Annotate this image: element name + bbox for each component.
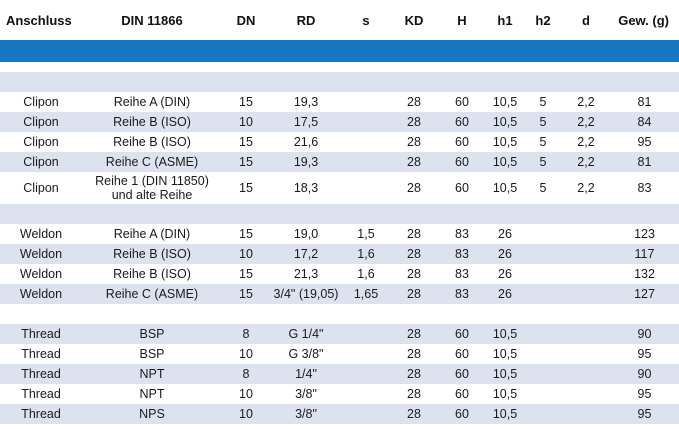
- cell-h1: 10,5: [486, 112, 524, 132]
- cell-h: 83: [438, 264, 486, 284]
- table-row: [0, 284, 679, 304]
- cell-h2: 5: [524, 112, 562, 132]
- cell-h2: [524, 324, 562, 344]
- group-separator-clipon: [0, 72, 679, 92]
- cell-gew: 95: [610, 344, 679, 364]
- table-row: [0, 384, 679, 404]
- cell-h2: [524, 244, 562, 264]
- cell-gew: 123: [610, 224, 679, 244]
- cell-d: [562, 384, 610, 404]
- cell-h1: 10,5: [486, 152, 524, 172]
- cell-h: 60: [438, 92, 486, 112]
- cell-din-line1: Reihe 1 (DIN 11850): [95, 173, 209, 188]
- cell-din: Reihe B (ISO): [82, 264, 222, 284]
- cell-rd: 19,3: [270, 92, 342, 112]
- cell-h1: 10,5: [486, 364, 524, 384]
- cell-h1: 10,5: [486, 384, 524, 404]
- cell-gew: 95: [610, 384, 679, 404]
- cell-s: [342, 384, 390, 404]
- cell-h2: [524, 404, 562, 424]
- cell-din: Reihe C (ASME): [82, 284, 222, 304]
- cell-h2: [524, 384, 562, 404]
- cell-gew: 81: [610, 92, 679, 112]
- table-row: [0, 404, 679, 424]
- cell-d: 2,2: [562, 92, 610, 112]
- cell-h1: 26: [486, 264, 524, 284]
- cell-anschluss: Clipon: [0, 152, 82, 172]
- cell-kd: 28: [390, 364, 438, 384]
- cell-h: 60: [438, 344, 486, 364]
- table-row: [0, 152, 679, 172]
- cell-h: 83: [438, 244, 486, 264]
- cell-d: 2,2: [562, 132, 610, 152]
- cell-s: [342, 112, 390, 132]
- cell-kd: 28: [390, 384, 438, 404]
- cell-rd: 3/4" (19,05): [270, 284, 342, 304]
- cell-din: [82, 172, 222, 204]
- cell-kd: 28: [390, 344, 438, 364]
- table-row: [0, 224, 679, 244]
- cell-d: [562, 404, 610, 424]
- cell-dn: 15: [222, 92, 270, 112]
- cell-d: 2,2: [562, 112, 610, 132]
- cell-h2: [524, 364, 562, 384]
- cell-s: [342, 324, 390, 344]
- cell-din: Reihe A (DIN): [82, 224, 222, 244]
- cell-s: [342, 364, 390, 384]
- header-h1: h1: [486, 0, 524, 40]
- cell-s: [342, 152, 390, 172]
- cell-gew: 117: [610, 244, 679, 264]
- header-h: H: [438, 0, 486, 40]
- cell-h1: 10,5: [486, 92, 524, 112]
- cell-rd: 19,3: [270, 152, 342, 172]
- cell-dn: 15: [222, 264, 270, 284]
- cell-kd: 28: [390, 284, 438, 304]
- cell-gew: 132: [610, 264, 679, 284]
- cell-h: 83: [438, 284, 486, 304]
- table-row: [0, 364, 679, 384]
- cell-din: NPT: [82, 384, 222, 404]
- cell-kd: 28: [390, 112, 438, 132]
- cell-kd: 28: [390, 264, 438, 284]
- cell-din: BSP: [82, 324, 222, 344]
- cell-h1: 10,5: [486, 344, 524, 364]
- cell-gew: 83: [610, 172, 679, 204]
- cell-h2: [524, 224, 562, 244]
- cell-s: [342, 404, 390, 424]
- cell-din: Reihe B (ISO): [82, 132, 222, 152]
- cell-h: 60: [438, 132, 486, 152]
- cell-h: 83: [438, 224, 486, 244]
- group-separator-thread: [0, 304, 679, 324]
- cell-din: Reihe C (ASME): [82, 152, 222, 172]
- cell-anschluss: Clipon: [0, 112, 82, 132]
- header-gew: Gew. (g): [610, 0, 679, 40]
- cell-rd: 18,3: [270, 172, 342, 204]
- cell-h1: 26: [486, 284, 524, 304]
- cell-rd: G 3/8": [270, 344, 342, 364]
- cell-kd: 28: [390, 172, 438, 204]
- cell-gew: 81: [610, 152, 679, 172]
- cell-rd: 19,0: [270, 224, 342, 244]
- cell-d: [562, 364, 610, 384]
- table-row: [0, 92, 679, 112]
- table-row: [0, 264, 679, 284]
- cell-h: 60: [438, 404, 486, 424]
- header-anschluss: Anschluss: [0, 0, 82, 40]
- cell-h: 60: [438, 364, 486, 384]
- cell-dn: 8: [222, 364, 270, 384]
- cell-anschluss: Clipon: [0, 132, 82, 152]
- cell-rd: 3/8": [270, 404, 342, 424]
- cell-kd: 28: [390, 244, 438, 264]
- cell-anschluss: Clipon: [0, 172, 82, 204]
- cell-s: 1,6: [342, 264, 390, 284]
- cell-h2: [524, 284, 562, 304]
- cell-dn: 10: [222, 112, 270, 132]
- cell-d: [562, 244, 610, 264]
- table-row: [0, 172, 679, 204]
- cell-d: [562, 344, 610, 364]
- cell-anschluss: Weldon: [0, 244, 82, 264]
- cell-h1: 26: [486, 244, 524, 264]
- cell-gew: 95: [610, 404, 679, 424]
- cell-rd: G 1/4": [270, 324, 342, 344]
- cell-anschluss: Thread: [0, 404, 82, 424]
- cell-s: 1,5: [342, 224, 390, 244]
- cell-h2: [524, 344, 562, 364]
- cell-h: 60: [438, 172, 486, 204]
- cell-h: 60: [438, 152, 486, 172]
- cell-anschluss: Weldon: [0, 284, 82, 304]
- table-row: [0, 344, 679, 364]
- cell-kd: 28: [390, 152, 438, 172]
- cell-din: NPT: [82, 364, 222, 384]
- cell-gew: 127: [610, 284, 679, 304]
- header-rd: RD: [270, 0, 342, 40]
- cell-h2: 5: [524, 172, 562, 204]
- cell-rd: 3/8": [270, 384, 342, 404]
- table-header: [0, 0, 679, 40]
- cell-rd: 21,3: [270, 264, 342, 284]
- group-separator-weldon: [0, 204, 679, 224]
- cell-dn: 15: [222, 284, 270, 304]
- cell-anschluss: Thread: [0, 384, 82, 404]
- cell-anschluss: Weldon: [0, 224, 82, 244]
- cell-d: [562, 264, 610, 284]
- cell-dn: 10: [222, 344, 270, 364]
- cell-s: [342, 172, 390, 204]
- cell-din: Reihe A (DIN): [82, 92, 222, 112]
- header-kd: KD: [390, 0, 438, 40]
- header-h2: h2: [524, 0, 562, 40]
- cell-h: 60: [438, 112, 486, 132]
- header-d: d: [562, 0, 610, 40]
- cell-s: 1,6: [342, 244, 390, 264]
- cell-kd: 28: [390, 404, 438, 424]
- cell-gew: 84: [610, 112, 679, 132]
- table-row: [0, 244, 679, 264]
- cell-d: [562, 224, 610, 244]
- table-row: [0, 132, 679, 152]
- cell-kd: 28: [390, 92, 438, 112]
- cell-gew: 95: [610, 132, 679, 152]
- cell-d: [562, 324, 610, 344]
- spacer-row: [0, 62, 679, 72]
- cell-dn: 10: [222, 244, 270, 264]
- cell-h: 60: [438, 324, 486, 344]
- cell-din: BSP: [82, 344, 222, 364]
- cell-din: Reihe B (ISO): [82, 244, 222, 264]
- cell-h2: 5: [524, 92, 562, 112]
- cell-dn: 15: [222, 224, 270, 244]
- cell-anschluss: Clipon: [0, 92, 82, 112]
- cell-kd: 28: [390, 324, 438, 344]
- cell-h1: 10,5: [486, 172, 524, 204]
- cell-anschluss: Weldon: [0, 264, 82, 284]
- table-row: [0, 324, 679, 344]
- cell-d: 2,2: [562, 152, 610, 172]
- cell-s: [342, 344, 390, 364]
- cell-dn: 15: [222, 132, 270, 152]
- cell-h2: [524, 264, 562, 284]
- cell-dn: 15: [222, 152, 270, 172]
- cell-rd: 17,2: [270, 244, 342, 264]
- cell-kd: 28: [390, 224, 438, 244]
- cell-kd: 28: [390, 132, 438, 152]
- cell-anschluss: Thread: [0, 344, 82, 364]
- table-row: [0, 112, 679, 132]
- cell-rd: 21,6: [270, 132, 342, 152]
- cell-din: NPS: [82, 404, 222, 424]
- cell-h2: 5: [524, 152, 562, 172]
- cell-rd: 17,5: [270, 112, 342, 132]
- cell-dn: 8: [222, 324, 270, 344]
- cell-gew: 90: [610, 364, 679, 384]
- cell-s: 1,65: [342, 284, 390, 304]
- cell-dn: 15: [222, 172, 270, 204]
- cell-s: [342, 132, 390, 152]
- cell-anschluss: Thread: [0, 364, 82, 384]
- cell-h: 60: [438, 384, 486, 404]
- cell-din-line2: und alte Reihe: [111, 188, 193, 202]
- cell-din: Reihe B (ISO): [82, 112, 222, 132]
- cell-d: [562, 284, 610, 304]
- cell-h2: 5: [524, 132, 562, 152]
- cell-s: [342, 92, 390, 112]
- header-dn: DN: [222, 0, 270, 40]
- cell-h1: 10,5: [486, 132, 524, 152]
- cell-gew: 90: [610, 324, 679, 344]
- table-body: [0, 40, 679, 424]
- cell-dn: 10: [222, 404, 270, 424]
- cell-rd: 1/4": [270, 364, 342, 384]
- cell-dn: 10: [222, 384, 270, 404]
- header-accent-bar: [0, 40, 679, 62]
- cell-d: 2,2: [562, 172, 610, 204]
- header-din: DIN 11866: [82, 0, 222, 40]
- cell-h1: 10,5: [486, 324, 524, 344]
- cell-anschluss: Thread: [0, 324, 82, 344]
- cell-h1: 10,5: [486, 404, 524, 424]
- cell-h1: 26: [486, 224, 524, 244]
- header-s: s: [342, 0, 390, 40]
